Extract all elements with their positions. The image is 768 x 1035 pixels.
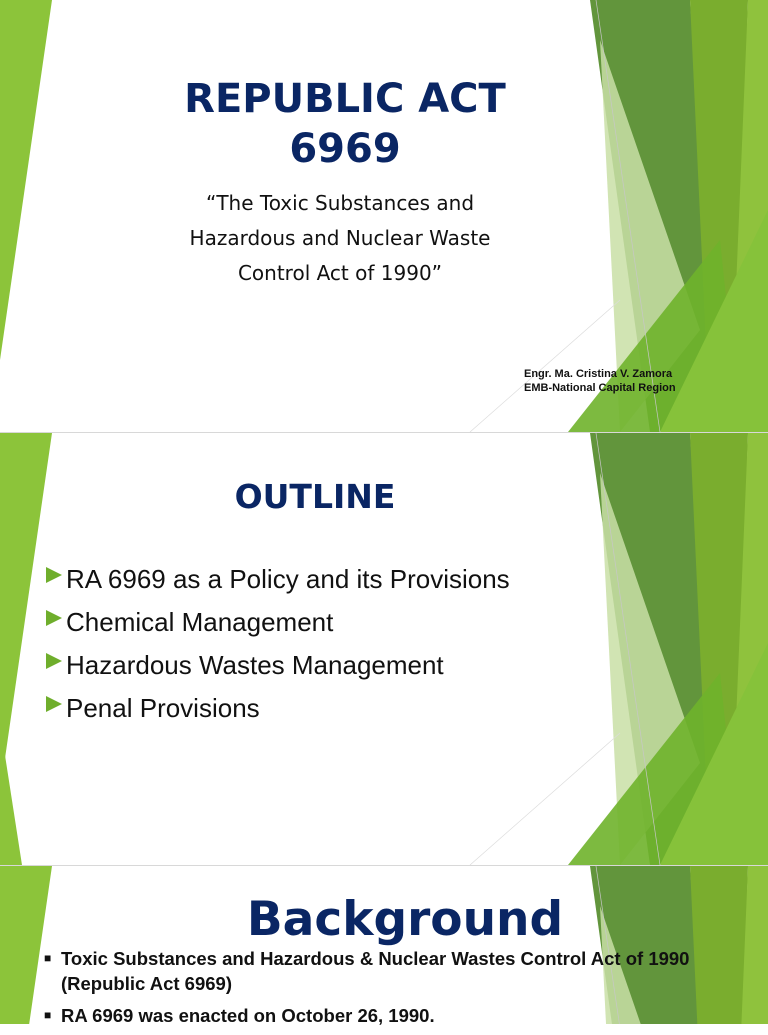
square-bullet-icon: ■ — [44, 1008, 52, 1022]
list-item — [44, 1003, 744, 1028]
subtitle-line-2: Hazardous and Nuclear Waste — [189, 226, 491, 250]
title-line-2: 6969 — [289, 126, 401, 172]
list-item — [44, 561, 510, 604]
subtitle-line-3: Control Act of 1990” — [237, 261, 443, 285]
background-list — [44, 946, 744, 1035]
list-item — [44, 647, 510, 690]
green-arrow-bullet-icon — [44, 651, 66, 671]
title-line-1: REPUBLIC ACT — [184, 76, 506, 122]
background-item-text: RA 6969 was enacted on October 26, 1990. — [61, 1005, 435, 1026]
outline-title: OUTLINE — [234, 477, 396, 516]
background-title: Background — [246, 892, 564, 947]
outline-item-text: Hazardous Wastes Management — [66, 650, 444, 680]
outline-item-text: RA 6969 as a Policy and its Provisions — [66, 564, 510, 594]
subtitle-line-1: “The Toxic Substances and — [205, 191, 475, 215]
square-bullet-icon: ■ — [44, 951, 52, 965]
green-arrow-bullet-icon — [44, 694, 66, 714]
outline-item-text: Penal Provisions — [66, 693, 260, 723]
author-name: Engr. Ma. Cristina V. Zamora — [524, 368, 673, 380]
green-arrow-bullet-icon — [44, 608, 66, 628]
slide-title-heading — [150, 74, 540, 174]
author-office: EMB-National Capital Region — [524, 382, 676, 394]
outline-list — [44, 561, 510, 733]
list-item — [44, 946, 744, 996]
author-block — [524, 367, 676, 395]
list-item — [44, 604, 510, 647]
green-arrow-bullet-icon — [44, 565, 66, 585]
slide-subtitle — [140, 186, 540, 291]
outline-item-text: Chemical Management — [66, 607, 334, 637]
background-item-text: Toxic Substances and Hazardous & Nuclear Wastes Control Act of 1990 (Republic Act 6969) — [61, 948, 690, 994]
list-item — [44, 690, 510, 733]
